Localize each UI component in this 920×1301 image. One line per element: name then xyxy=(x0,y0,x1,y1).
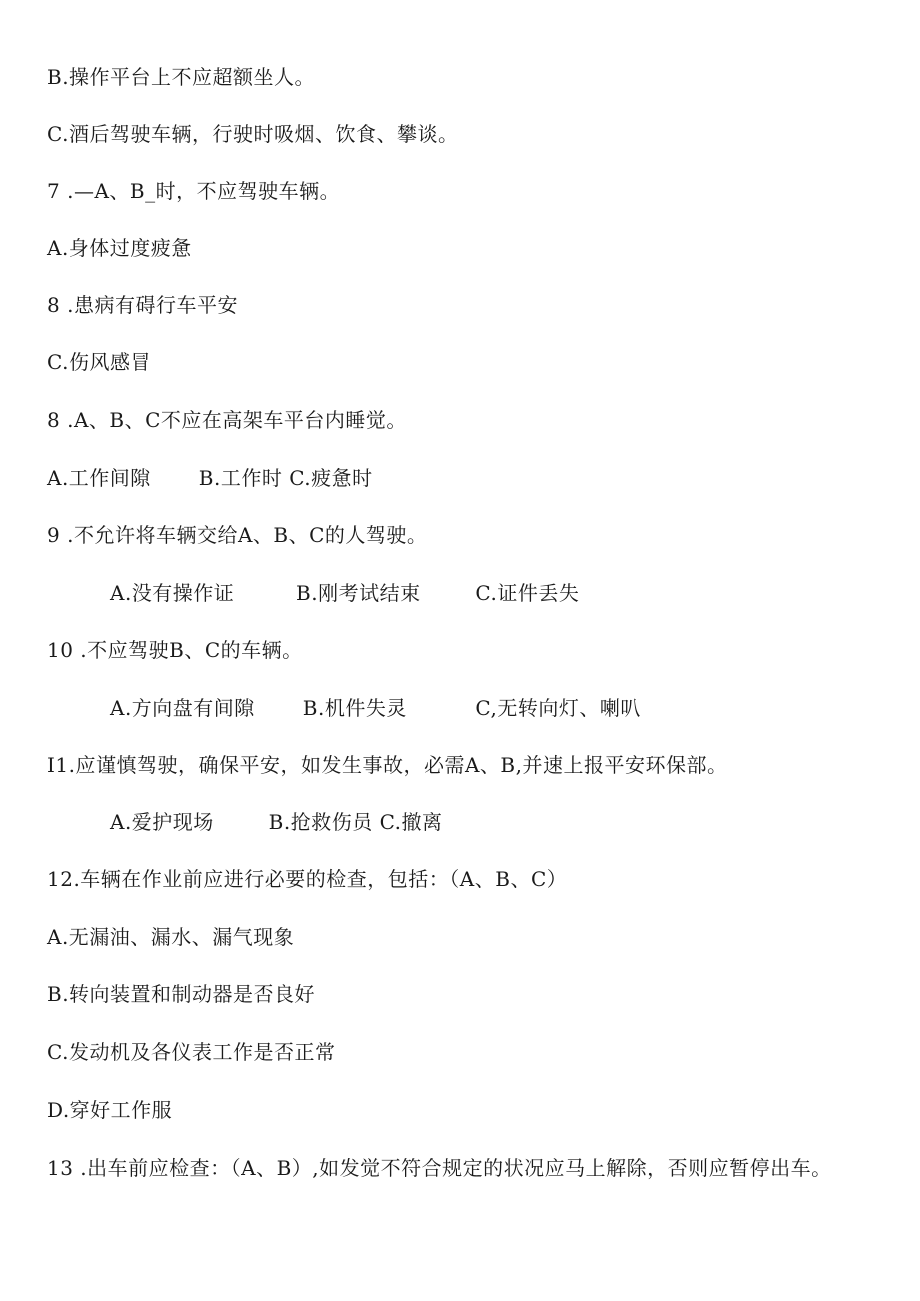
question-line: 9 .不允许将车辆交给A、B、C的人驾驶。 xyxy=(47,523,428,547)
question-line: I1.应谨慎驾驶，确保平安，如发生事故，必需A、B,并速上报平安环保部。 xyxy=(47,753,728,777)
question-line: 12.车辆在作业前应进行必要的检查，包括：（A、B、C） xyxy=(47,867,568,891)
option-line: A.身体过度疲惫 xyxy=(47,236,192,260)
question-line: 10 .不应驾驶B、C的车辆。 xyxy=(47,638,303,662)
options-row: A.没有操作证 B.刚考试结束 C.证件丢失 xyxy=(110,581,580,605)
option-line: B.转向装置和制动器是否良好 xyxy=(47,982,316,1006)
option-line: C.酒后驾驶车辆，行驶时吸烟、饮食、攀谈。 xyxy=(47,122,459,146)
options-row: A.工作间隙 B.工作时 C.疲惫时 xyxy=(47,466,373,490)
option-line: B.操作平台上不应超额坐人。 xyxy=(47,65,316,89)
question-line: 13 .出车前应检查：（A、B）,如发觉不符合规定的状况应马上解除，否则应暂停出车。 xyxy=(47,1156,832,1180)
options-row: A.方向盘有间隙 B.机件失灵 C,无转向灯、喇叭 xyxy=(110,696,641,720)
question-line: 7 .—A、B_时，不应驾驶车辆。 xyxy=(47,179,341,203)
question-line: 8 .患病有碍行车平安 xyxy=(47,293,238,317)
option-line: C.发动机及各仪表工作是否正常 xyxy=(47,1040,336,1064)
option-line: C.伤风感冒 xyxy=(47,350,151,374)
question-line: 8 .A、B、C不应在高架车平台内睡觉。 xyxy=(47,408,407,432)
option-line: A.无漏油、漏水、漏气现象 xyxy=(47,925,295,949)
options-row: A.爱护现场 B.抢救伤员 C.撤离 xyxy=(110,810,443,834)
option-line: D.穿好工作服 xyxy=(47,1098,173,1122)
